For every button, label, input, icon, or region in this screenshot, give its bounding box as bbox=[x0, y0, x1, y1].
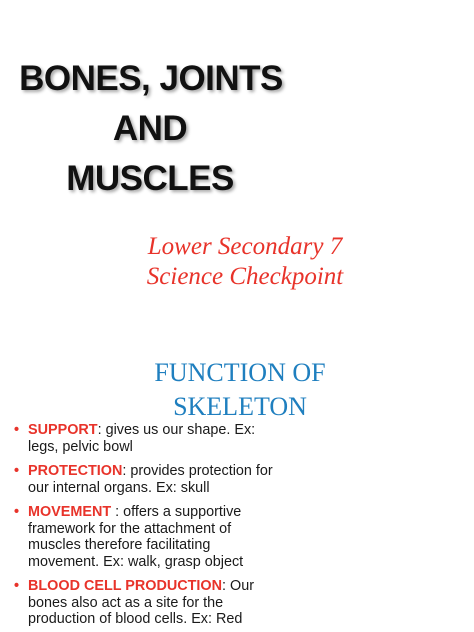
bullet-icon: • bbox=[14, 463, 20, 479]
list-item bbox=[12, 504, 274, 570]
document-title bbox=[0, 54, 300, 204]
subtitle-line-1: Lower Secondary 7 bbox=[147, 233, 343, 260]
subtitle-line-2: Science Checkpoint bbox=[146, 263, 344, 290]
list-item bbox=[12, 578, 274, 628]
title-line-1: BONES, JOINTS bbox=[19, 59, 283, 98]
section-heading-line-1: FUNCTION OF bbox=[154, 358, 326, 387]
bullet-term: SUPPORT bbox=[28, 422, 98, 438]
bullet-icon: • bbox=[14, 578, 20, 594]
bullet-text: : Our bones also act as a site for the production of blood cells. Ex: Red bbox=[28, 578, 255, 627]
bullet-term: PROTECTION bbox=[28, 463, 123, 479]
subtitle bbox=[100, 232, 390, 292]
title-line-3: MUSCLES bbox=[66, 159, 234, 198]
title-line-2: AND bbox=[112, 109, 188, 148]
bullet-icon: • bbox=[14, 422, 20, 438]
section-heading bbox=[120, 356, 360, 424]
bullet-text: : provides protection for our internal organs. Ex: skull bbox=[28, 463, 273, 496]
function-list bbox=[12, 422, 274, 632]
bullet-text: : offers a supportive framework for the attachment of muscles therefore facilitating movement. Ex: walk, grasp object bbox=[28, 504, 244, 570]
bullet-term: BLOOD CELL PRODUCTION bbox=[28, 578, 223, 594]
list-item bbox=[12, 463, 274, 496]
section-heading-line-2: SKELETON bbox=[173, 392, 307, 421]
bullet-text: : gives us our shape. Ex: legs, pelvic bowl bbox=[28, 422, 256, 455]
bullet-term: MOVEMENT bbox=[28, 504, 112, 520]
list-item bbox=[12, 422, 274, 455]
bullet-icon: • bbox=[14, 504, 20, 520]
